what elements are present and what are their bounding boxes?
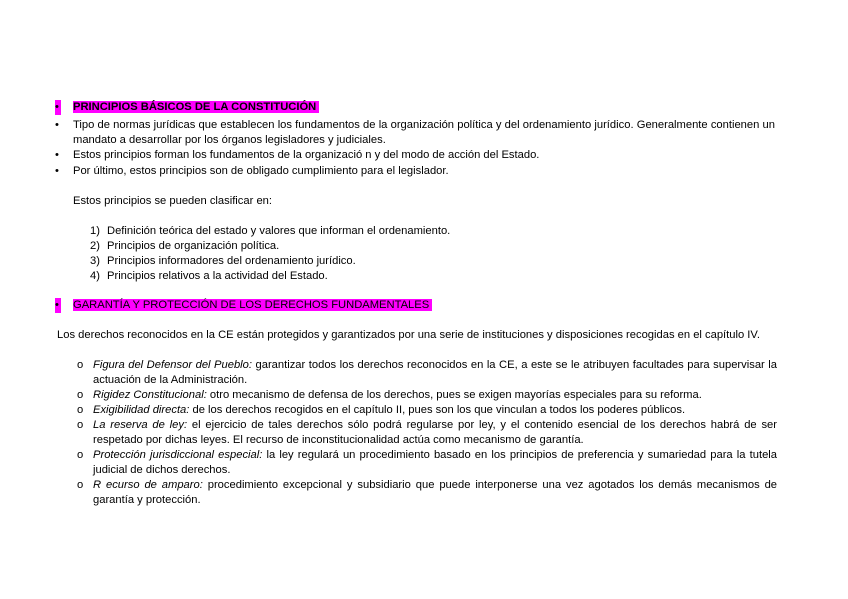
guarantee-item-4 [77, 418, 777, 448]
bullet-text: Estos principios forman los fundamentos de la organizació n y del modo de acción del Estado. [73, 149, 540, 161]
item-text: Definición teórica del estado y valores que informan el ordenamiento. [107, 225, 451, 237]
item-number: 4) [90, 270, 100, 282]
item-desc: de los derechos recogidos en el capítulo II, pues son los que vinculan a todos los poderes públicos. [189, 404, 686, 416]
item-term: La reserva de ley: [93, 419, 188, 431]
item-number: 3) [90, 255, 100, 267]
section2-heading: GARANTÍA Y PROTECCIÓN DE LOS DERECHOS FUNDAMENTALES [73, 299, 432, 311]
circle-bullet: o [77, 359, 84, 371]
bullet-dot: • [55, 149, 59, 161]
item-desc: procedimiento excepcional y subsidiario que puede interponerse una vez agotados los demás mecanismos de garantía y protección. [93, 479, 778, 506]
section1-bullet-3 [55, 164, 775, 179]
item-term: R ecurso de amparo: [93, 479, 203, 491]
circle-bullet: o [77, 404, 84, 416]
bullet-text: Por último, estos principios son de obligado cumplimiento para el legislador. [73, 165, 449, 177]
circle-bullet: o [77, 389, 84, 401]
guarantee-item-6 [77, 478, 777, 508]
guarantee-item-1 [77, 358, 777, 388]
numbered-item-2 [90, 239, 510, 254]
section2-heading-bullet: • [55, 299, 59, 311]
section2-heading-row [55, 298, 775, 313]
bullet-dot: • [55, 165, 59, 177]
item-text: Principios de organización política. [107, 240, 280, 252]
numbered-item-1 [90, 224, 510, 239]
item-term: Exigibilidad directa: [93, 404, 190, 416]
item-text: Principios relativos a la actividad del Estado. [107, 270, 328, 282]
section1-bullet-1 [55, 118, 775, 148]
guarantee-item-5 [77, 448, 777, 478]
numbered-item-3 [90, 254, 510, 269]
circle-bullet: o [77, 479, 84, 491]
item-desc: la ley regulará un procedimiento basado en los principios de preferencia y sumariedad para la tutela judicial de dichos derechos. [93, 449, 777, 476]
item-term: Rigidez Constitucional: [93, 389, 207, 401]
guarantee-item-2 [77, 388, 777, 403]
item-number: 2) [90, 240, 100, 252]
numbered-item-4 [90, 269, 510, 284]
item-text: Principios informadores del ordenamiento jurídico. [107, 255, 356, 267]
classification-intro: Estos principios se pueden clasificar en: [73, 195, 272, 207]
guarantee-item-3 [77, 403, 777, 418]
item-number: 1) [90, 225, 100, 237]
section2-intro: Los derechos reconocidos en la CE están protegidos y garantizados por una serie de instituciones y disposiciones recogidas en el capítulo IV. [57, 329, 760, 341]
circle-bullet: o [77, 419, 84, 431]
section1-heading-bullet: • [55, 101, 59, 113]
section1-bullet-2 [55, 148, 775, 163]
section1-heading: PRINCIPIOS BÁSICOS DE LA CONSTITUCIÓN [73, 101, 319, 113]
item-term: Figura del Defensor del Pueblo: [93, 359, 252, 371]
item-desc: otro mecanismo de defensa de los derechos, pues se exigen mayorías especiales para su reforma. [206, 389, 702, 401]
item-desc: garantizar todos los derechos reconocidos en la CE, a este se le atribuyen facultades para supervisar la actuación de la Administración. [93, 359, 777, 386]
bullet-text: Tipo de normas jurídicas que establecen los fundamentos de la organización política y del ordenamiento jurídico. Generalmente contienen un mandato a desarrollar por los órganos legisladores y judiciales. [73, 119, 775, 146]
item-desc: el ejercicio de tales derechos sólo podrá regularse por ley, y el contenido esencial de los derechos habrá de ser respetado por dichas leyes. El recurso de inconstitucionalidad actúa como mecanismo de garantía. [93, 419, 777, 446]
circle-bullet: o [77, 449, 84, 461]
bullet-dot: • [55, 119, 59, 131]
section1-heading-row [55, 100, 775, 115]
item-term: Protección jurisdiccional especial: [93, 449, 263, 461]
